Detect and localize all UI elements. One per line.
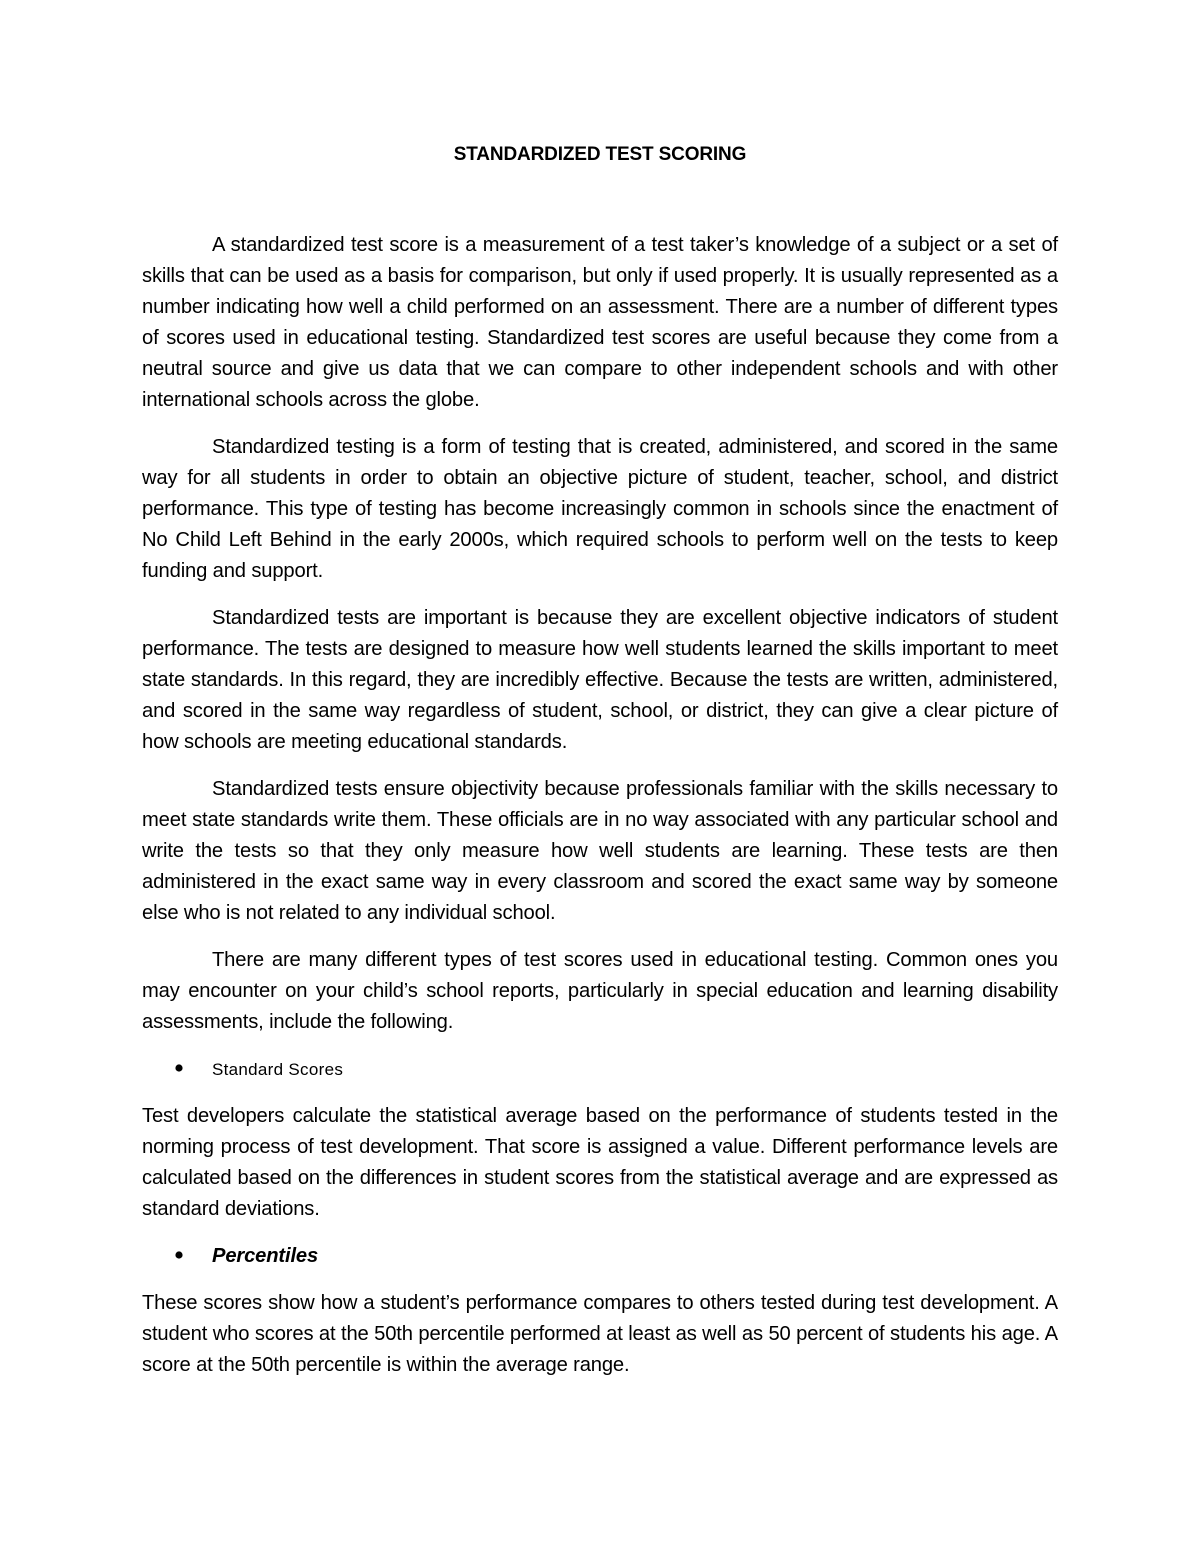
section-body-percentiles: These scores show how a student’s performance compares to others tested during test development. A student who scores at the 50th percentile performed at least as well as 50 percent of students his age. A score at the 50th percentile is within the average range.: [142, 1292, 1058, 1376]
paragraph-importance: Standardized tests are important is because they are excellent objective indicators of student performance. The tests are designed to measure how well students learned the skills important to meet state standards. In this regard, they are incredibly effective. Because the tests are written, administered, and scored in the same way regardless of student, school, or district, they can give a clear picture of how schools are meeting educational standards.: [142, 607, 1058, 753]
bullet-dot-icon: [174, 1063, 184, 1073]
bullet-dot-icon: [174, 1250, 184, 1260]
paragraph-score-types: There are many different types of test scores used in educational testing. Common ones you may encounter on your child’s school reports, particularly in special education and learning disability assessments, include the following.: [142, 949, 1058, 1033]
section-body-standard-scores: Test developers calculate the statistical average based on the performance of students tested in the norming process of test development. That score is assigned a value. Different performance levels are calculated based on the differences in student scores from the statistical average and are expressed as standard deviations.: [142, 1105, 1058, 1220]
bullet-percentiles: [142, 1241, 1058, 1272]
bullet-label: Standard Scores: [212, 1060, 344, 1079]
paragraph-objectivity: Standardized tests ensure objectivity because professionals familiar with the skills necessary to meet state standards write them. These officials are in no way associated with any particular school and write the tests so that they only measure how well students are learning. These tests are then administered in the exact same way in every classroom and scored the exact same way by someone else who is not related to any individual school.: [142, 778, 1058, 924]
paragraph-intro: A standardized test score is a measurement of a test taker’s knowledge of a subject or a set of skills that can be used as a basis for comparison, but only if used properly. It is usually represented as a number indicating how well a child performed on an assessment. There are a number of different types of scores used in educational testing. Standardized test scores are useful because they come from a neutral source and give us data that we can compare to other independent schools and with other international schools across the globe.: [142, 234, 1058, 411]
document-title: STANDARDIZED TEST SCORING: [453, 144, 747, 165]
document-page: [142, 140, 1058, 1397]
paragraph-definition: Standardized testing is a form of testing that is created, administered, and scored in the same way for all students in order to obtain an objective picture of student, teacher, school, and district performance. This type of testing has become increasingly common in schools since the enactment of No Child Left Behind in the early 2000s, which required schools to perform well on the tests to keep funding and support.: [142, 436, 1058, 582]
bullet-standard-scores: [142, 1054, 1058, 1085]
bullet-label: Percentiles: [212, 1245, 319, 1267]
